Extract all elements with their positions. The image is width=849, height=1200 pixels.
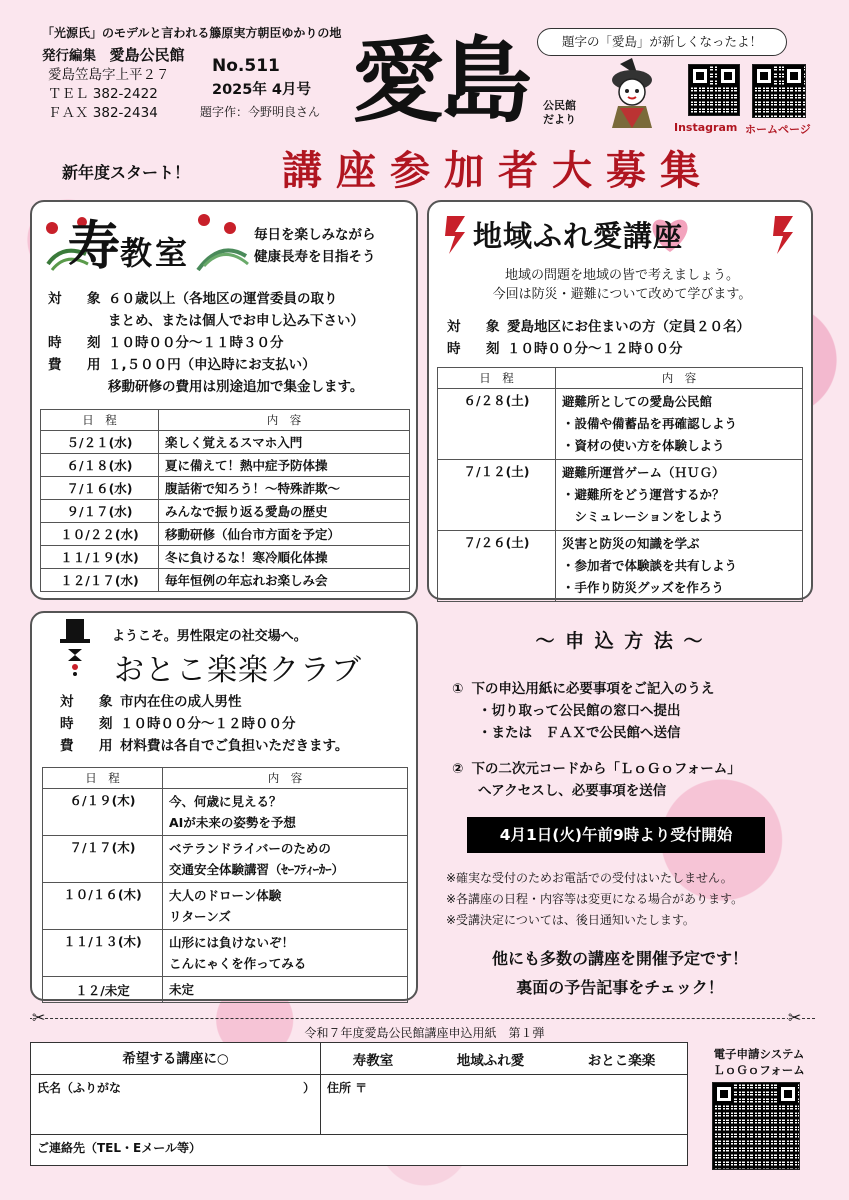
table-row: １０/１６(木) 大人のドローン体験 リターンズ (43, 883, 408, 930)
issue-date: 2025年 4月号 (212, 82, 311, 98)
publisher-label: 発行編集 (42, 48, 96, 64)
publisher-name: 愛島公民館 (109, 46, 185, 64)
chiiki-schedule-table (437, 367, 803, 602)
chiiki-details: 対 象 愛島地区にお住まいの方（定員２０名） 時 刻 １０時００分～１２時００分 (447, 319, 750, 357)
otoko-schedule-table (42, 767, 408, 1003)
option-kotobuki[interactable]: 寿教室 (352, 1052, 394, 1069)
table-row: ５/２１(水) 楽しく覚えるスマホ入門 (41, 431, 410, 454)
kotobuki-title: 寿教室 (68, 216, 191, 277)
col-date: 日 程 (41, 410, 159, 431)
table-row: ６/２８(土) 避難所としての愛島公民館 ・設備や備蓄品を再確認しよう ・資材の使い方を体験しよう (438, 389, 803, 460)
header-tagline: 「光源氏」のモデルと言われる籐原実方朝臣ゆかりの地 (42, 26, 342, 40)
lightning-right-icon (773, 216, 795, 254)
kotobuki-schedule-table (40, 409, 410, 592)
table-row: １０/２２(水) 移動研修（仙台市方面を予定） (41, 523, 410, 546)
scissors-right-icon: ✂ (788, 1008, 802, 1027)
lightning-left-icon (445, 216, 467, 254)
col-content: 内 容 (556, 368, 803, 389)
publisher-tel: ＴＥＬ 382-2422 (48, 86, 158, 102)
plum-decoration-icon (190, 210, 250, 274)
kotobuki-section (30, 200, 418, 600)
col-date: 日 程 (438, 368, 556, 389)
chiiki-title: 地域ふれ愛講座 (473, 219, 684, 253)
apply-notes: ※確実な受付のためお電話での受付はいたしません。 ※各講座の日程・内容等は変更になる場合があります。 ※受講決定については、後日通知いたします。 (446, 871, 744, 927)
logo-form-qr-code[interactable] (712, 1082, 800, 1170)
publisher-fax: ＦＡＸ 382-2434 (48, 105, 158, 121)
col-content: 内 容 (159, 410, 410, 431)
table-row: １２/１７(水) 毎年恒例の年忘れお楽しみ会 (41, 569, 410, 592)
otoko-catchphrase: ようこそ。男性限定の社交場へ。 (112, 629, 307, 644)
address-field[interactable]: 住所 〒 (321, 1075, 687, 1135)
table-row: １１/１９(水) 冬に負けるな！寒冷順化体操 (41, 546, 410, 569)
reception-start-banner: 4月1日(火)午前9時より受付開始 (467, 817, 765, 853)
instagram-label[interactable]: Instagram (674, 121, 738, 134)
speech-bubble: 題字の「愛島」が新しくなったよ！ (537, 28, 787, 56)
contact-field[interactable]: ご連絡先（TEL・Eメール等） (37, 1141, 201, 1155)
title-credit: 題字作：今野明良さん (200, 105, 321, 119)
apply-more: 他にも多数の講座を開催予定です！ 裏面の予告記事をチェック！ (491, 949, 748, 997)
otoko-title: おとこ楽楽クラブ (114, 653, 362, 688)
instagram-qr-code[interactable] (688, 64, 740, 116)
table-row: ７/２６(土) 災害と防災の知識を学ぶ ・参加者で体験談を共有しよう ・手作り防災グッズを作ろう (438, 531, 803, 602)
name-field[interactable]: 氏名（ふりがな ） (31, 1075, 321, 1135)
apply-section (430, 618, 820, 1008)
logo-form-label: 電子申請システム ＬｏＧｏフォーム (713, 1047, 805, 1077)
issue-number: No.511 (212, 56, 280, 76)
cut-line (30, 1018, 815, 1019)
homepage-qr-code[interactable] (752, 64, 806, 118)
homepage-label[interactable]: ホームページ (745, 123, 811, 136)
apply-step-1: ① 下の申込用紙に必要事項をご記入のうえ ・切り取って公民館の窓口へ提出 ・または ＦＡＸで公民館へ送信 (452, 681, 715, 741)
table-row: １２/未定 未定 (43, 977, 408, 1003)
newsletter-title: 愛島 (352, 27, 529, 135)
chiiki-intro: 地域の問題を地域の皆で考えましょう。 今回は防災・避難について改めて学びます。 (492, 268, 752, 302)
publisher-address: 愛島笠島字上平２７ (48, 67, 170, 83)
apply-heading: ～ 申 込 方 法 ～ (535, 630, 705, 652)
table-row: ７/１２(土) 避難所運営ゲーム（ＨＵＧ） ・避難所をどう運営するか？ シミュレーションをしよう (438, 460, 803, 531)
apply-step-2: ② 下の二次元コードから「ＬｏＧｏフォーム」 へアクセスし、必要事項を送信 (452, 761, 741, 799)
otoko-details: 対 象 市内在住の成人男性 時 刻 １０時００分～１２時００分 費 用 材料費は各自でご負担いただきます。 (60, 694, 349, 754)
table-row: ７/１６(水) 腹話術で知ろう！～特殊詐欺～ (41, 477, 410, 500)
mascot-illustration (598, 58, 666, 130)
table-row: ６/１８(水) 夏に備えて！熱中症予防体操 (41, 454, 410, 477)
chiiki-section (427, 200, 813, 600)
course-options (321, 1043, 687, 1075)
course-choice-label: 希望する講座に○ (31, 1043, 321, 1075)
publisher-block (42, 46, 185, 123)
table-row: ６/１９(木) 今、何歳に見える？ AIが未来の姿勢を予想 (43, 789, 408, 836)
option-otoko[interactable]: おとこ楽楽 (587, 1052, 656, 1069)
option-chiiki[interactable]: 地域ふれ愛 (456, 1052, 525, 1069)
table-row: １１/１３(木) 山形には負けないぞ！ こんにゃくを作ってみる (43, 930, 408, 977)
kotobuki-catchphrase: 毎日を楽しみながら 健康長寿を目指そう (254, 227, 376, 265)
col-content: 内 容 (163, 768, 408, 789)
application-form (30, 1042, 688, 1166)
new-year-label: 新年度スタート！ (62, 163, 191, 182)
scissors-left-icon: ✂ (32, 1008, 46, 1027)
table-row: ９/１７(水) みんなで振り返る愛島の歴史 (41, 500, 410, 523)
main-headline: 講座参加者大募集 (282, 147, 714, 194)
form-caption: 令和７年度愛島公民館講座申込用紙 第１弾 (304, 1026, 545, 1040)
col-date: 日 程 (43, 768, 163, 789)
masthead (0, 0, 849, 150)
newsletter-subtitle: 公民館 だより (543, 99, 576, 126)
top-hat-icon (58, 619, 92, 677)
table-row: ７/１７(木) ベテランドライバーのための 交通安全体験講習（ｾｰﾌﾃｨｰｶｰ） (43, 836, 408, 883)
otoko-section (30, 611, 418, 1001)
kotobuki-details: 対 象 ６０歳以上（各地区の運営委員の取り まとめ、または個人でお申し込み下さい） 時 刻 １０時００分～１１時３０分 費 用 １,５００円（申込時にお支払い） 移動研修の費用は別途追加で集金します。 (48, 291, 364, 395)
